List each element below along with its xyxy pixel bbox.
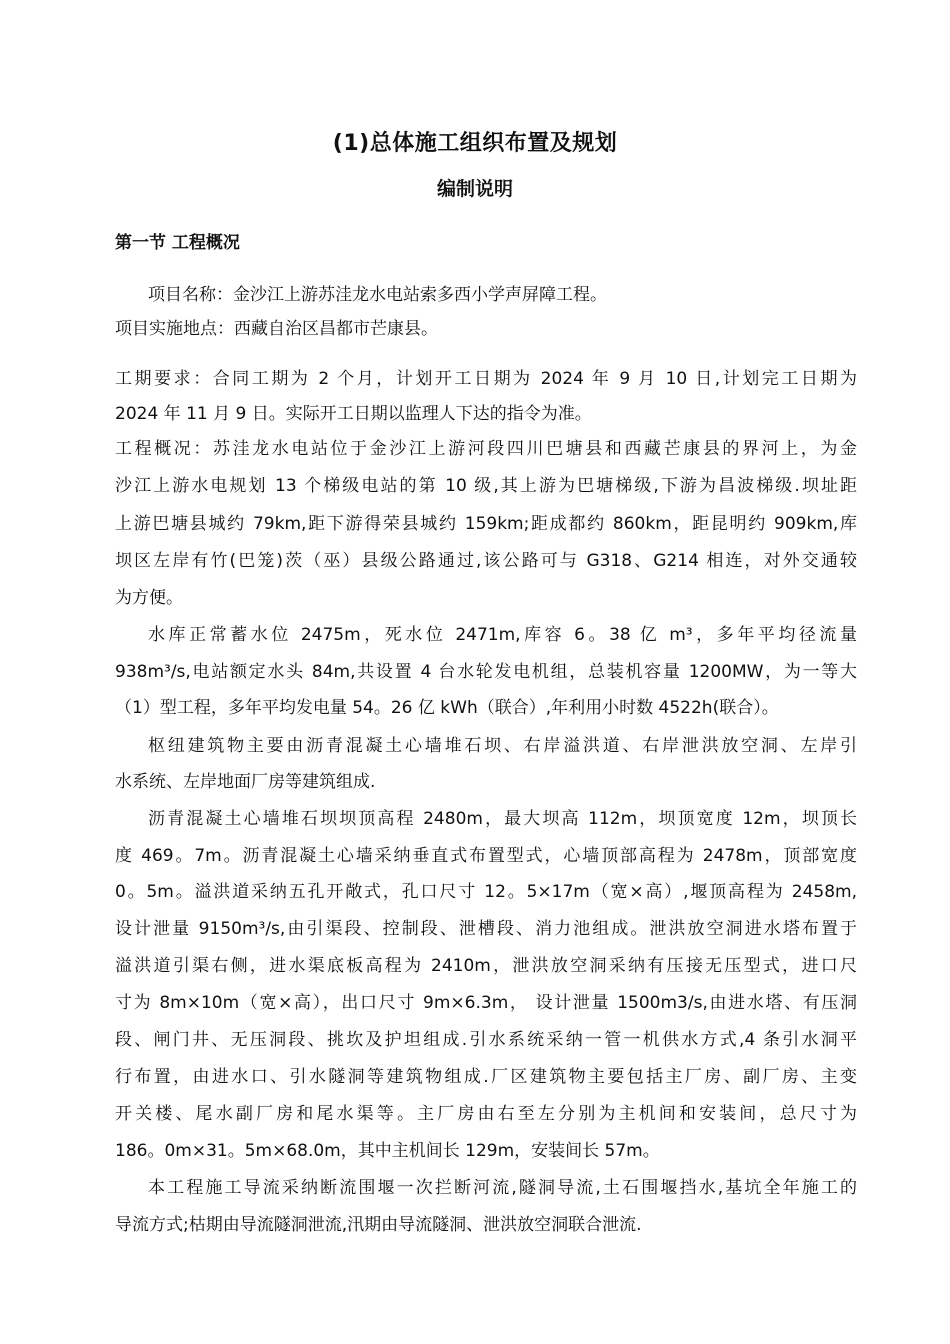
section-heading: 第一节 工程概况: [115, 233, 240, 253]
paragraph-line: 开关楼、尾水副厂房和尾水渠等。主厂房由右至左分别为主机间和安装间，总尺寸为: [115, 1104, 857, 1124]
paragraph-line: 水系统、左岸地面厂房等建筑组成.: [115, 772, 376, 792]
paragraph-line: 沙江上游水电规划 13 个梯级电站的第 10 级,其上游为巴塘梯级,下游为昌波梯级.坝址距: [115, 476, 857, 496]
paragraph-line: 导流方式;枯期由导流隧洞泄流,汛期由导流隧洞、泄洪放空洞联合泄流.: [115, 1215, 642, 1235]
paragraph-line: 上游巴塘县城约 79km,距下游得荣县城约 159km;距成都约 860km，距昆明约 909km,库: [115, 514, 857, 534]
paragraph-line: 坝区左岸有竹(巴笼)茨（巫）县级公路通过,该公路可与 G318、G214 相连，对外交通较: [115, 551, 857, 571]
paragraph-line: 本工程施工导流采纳断流围堰一次拦断河流,隧洞导流,土石围堰挡水,基坑全年施工的: [148, 1178, 857, 1198]
paragraph-line: 工程概况：苏洼龙水电站位于金沙江上游河段四川巴塘县和西藏芒康县的界河上，为金: [115, 439, 857, 459]
paragraph-line: （1）型工程，多年平均发电量 54。26 亿 kWh（联合）,年利用小时数 4522h(联合）。: [115, 698, 779, 718]
paragraph-line: 项目名称：金沙江上游苏洼龙水电站索多西小学声屏障工程。: [148, 285, 607, 305]
paragraph-line: 度 469。7m。沥青混凝土心墙采纳垂直式布置型式，心墙顶部高程为 2478m，顶部宽度: [115, 846, 857, 866]
paragraph-line: 项目实施地点：西藏自治区昌都市芒康县。: [115, 319, 438, 339]
paragraph-line: 186。0m×31。5m×68.0m，其中主机间长 129m，安装间长 57m。: [115, 1141, 660, 1161]
paragraph-line: 溢洪道引渠右侧，进水渠底板高程为 2410m，泄洪放空洞采纳有压接无压型式，进口尺: [115, 956, 857, 976]
paragraph-line: 寸为 8m×10m（宽×高），出口尺寸 9m×6.3m， 设计泄量 1500m3/s,由进水塔、有压洞: [115, 993, 857, 1013]
paragraph-line: 沥青混凝土心墙堆石坝坝顶高程 2480m，最大坝高 112m，坝顶宽度 12m，坝顶长: [148, 809, 857, 829]
paragraph-line: 段、闸门井、无压洞段、挑坎及护坦组成.引水系统采纳一管一机供水方式,4 条引水洞平: [115, 1030, 857, 1050]
document-subtitle: 编制说明: [436, 178, 513, 200]
paragraph-line: 938m³/s,电站额定水头 84m,共设置 4 台水轮发电机组，总装机容量 1200MW，为一等大: [115, 662, 857, 682]
paragraph-line: 设计泄量 9150m³/s,由引渠段、控制段、泄槽段、消力池组成。泄洪放空洞进水塔布置于: [115, 919, 857, 939]
paragraph-line: 2024 年 11 月 9 日。实际开工日期以监理人下达的指令为准。: [115, 404, 592, 424]
paragraph-line: 水库正常蓄水位 2475m，死水位 2471m,库容 6。38 亿 m³，多年平均径流量: [148, 625, 857, 645]
paragraph-line: 工期要求：合同工期为 2 个月，计划开工日期为 2024 年 9 月 10 日,计划完工日期为: [115, 369, 857, 389]
paragraph-line: 0。5m。溢洪道采纳五孔开敞式，孔口尺寸 12。5×17m（宽×高）,堰顶高程为 2458m,: [115, 882, 857, 902]
paragraph-line: 枢纽建筑物主要由沥青混凝土心墙堆石坝、右岸溢洪道、右岸泄洪放空洞、左岸引: [148, 736, 857, 756]
paragraph-line: 行布置，由进水口、引水隧洞等建筑物组成.厂区建筑物主要包括主厂房、副厂房、主变: [115, 1067, 857, 1087]
document-title: (1)总体施工组织布置及规划: [332, 131, 618, 156]
paragraph-line: 为方便。: [115, 588, 183, 608]
